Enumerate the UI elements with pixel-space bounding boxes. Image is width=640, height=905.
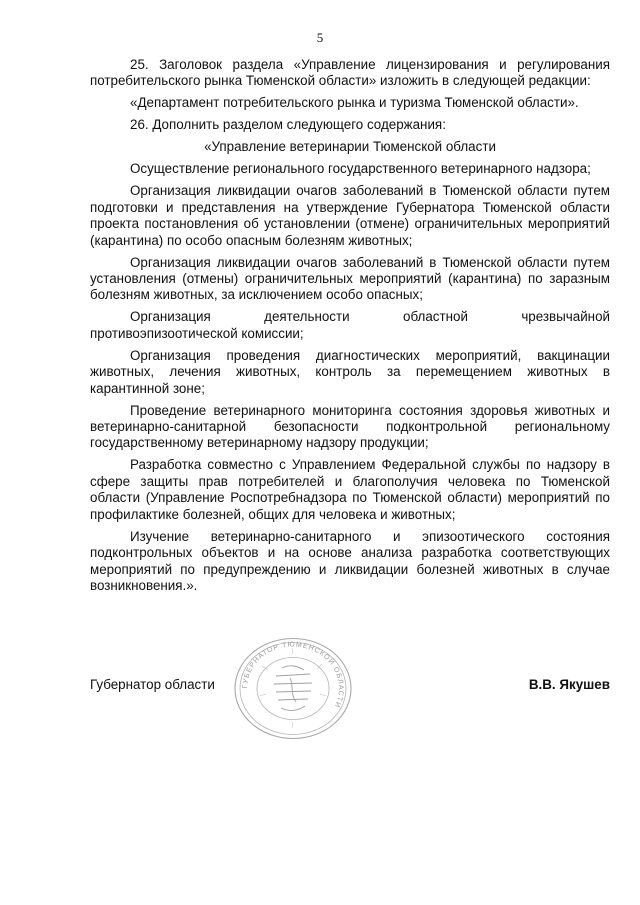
paragraph: Организация ликвидации очагов заболеваний в Тюменской области путем подготовки и представления на утверждение Губернатора Тюменской области проекта постановления об установлении (отмене) ограничительных мероприятий (карантина) по особо опасным болезням животных; [90, 183, 610, 248]
paragraph: Организация деятельности областной чрезвычайной противоэпизоотической комиссии; [90, 309, 610, 341]
paragraph: 25. Заголовок раздела «Управление лицензирования и регулирования потребительского рынка Тюменской области» изложить в следующей редакции: [90, 57, 610, 89]
paragraph: Организация проведения диагностических мероприятий, вакцинации животных, лечения животных, контроль за перемещением животных в карантинной зоне; [90, 347, 610, 396]
paragraph: Изучение ветеринарно-санитарного и эпизоотического состояния подконтрольных объектов и на основе анализа разработка соответствующих мероприятий по предупреждению и ликвидации болезней животных в случае возникновения.». [90, 528, 610, 593]
stamp-ring-text: ГУБЕРНАТОР ТЮМЕНСКОЙ ОБЛАСТИ [241, 641, 345, 709]
paragraph: Организация ликвидации очагов заболеваний в Тюменской области путем установления (отмены) ограничительных мероприятий (карантина) по заразным болезням животных, за исключением особо опасных; [90, 254, 610, 303]
paragraph: Разработка совместно с Управлением Федеральной службы по надзору в сфере защиты прав потребителей и благополучия человека по Тюменской области (Управление Роспотребнадзора по Тюменской области) мероприятий по профилактике болезней, общих для человека и животных; [90, 457, 610, 522]
official-stamp [232, 636, 354, 741]
signature-name: В.В. Якушев [528, 677, 610, 692]
paragraph: Осуществление регионального государственного ветеринарного надзора; [130, 161, 591, 177]
paragraph: «Управление ветеринарии Тюменской области [204, 139, 496, 155]
signature-title: Губернатор области [90, 677, 215, 692]
paragraph: «Департамент потребительского рынка и туризма Тюменской области». [130, 95, 579, 111]
paragraph: Проведение ветеринарного мониторинга состояния здоровья животных и ветеринарно-санитарной безопасности подконтрольной региональному государственному ветеринарному надзору продукции; [90, 402, 610, 451]
paragraph: 26. Дополнить разделом следующего содержания: [130, 117, 446, 133]
page-number: 5 [316, 30, 324, 45]
document-body [90, 57, 610, 600]
